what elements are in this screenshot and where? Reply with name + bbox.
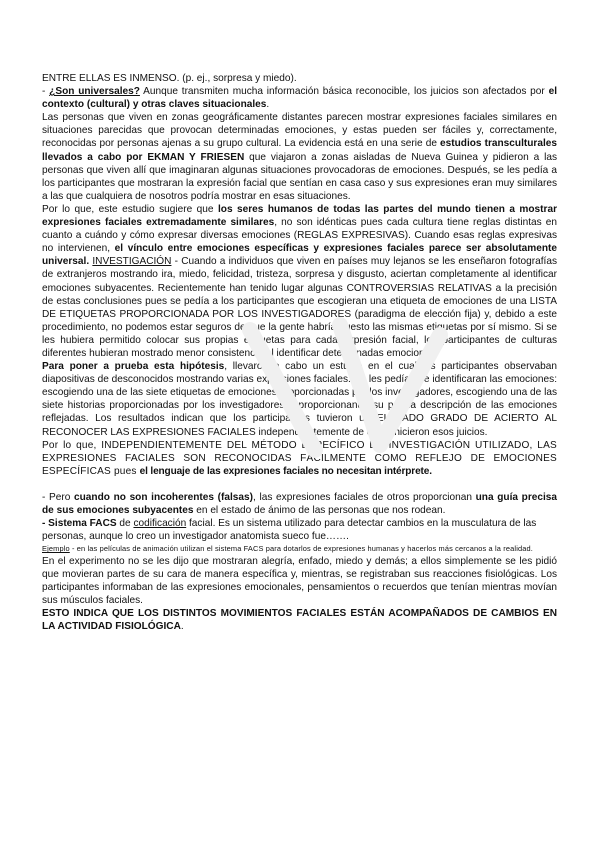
text-run: , las expresiones faciales de otros proporcionan: [253, 491, 476, 503]
text-run: , no son idénticas pues cada cultura tiene reglas distintas en cuanto a cuándo y cómo expresar diversas emociones (REGLAS EXPRESIVAS). Cuando esas reglas expresivas no intervienen,: [42, 217, 557, 255]
bold-run: cuando no son incoherentes (falsas): [74, 491, 254, 503]
paragraph-universales: [42, 85, 557, 111]
text-run: .: [266, 99, 270, 111]
text-run: -: [42, 86, 50, 98]
text-run: Las personas que viven en zonas geográficamente distantes parecen mostrar expresiones faciales similares en situaciones parecidas que provocan determinadas emociones, y estas pueden ser fáciles y, correctamente, reconocidas por personas ajenas a su grupo cultural. La evidencia está en una serie de: [42, 112, 557, 150]
paragraph-incoherent: [42, 491, 557, 517]
text-run: facial. Es un sistema utilizado para detectar cambios en la musculatura de las personas, aunque lo creo un investigador anatomista sueco fue…….: [42, 518, 537, 543]
paragraph-independent-method: [42, 439, 557, 478]
text-run: de: [116, 518, 134, 530]
bold-run: una guía precisa de sus emociones subyacentes: [42, 491, 558, 516]
bold-run: el lenguaje de las expresiones faciales no necesitan intérprete.: [139, 465, 432, 477]
underlined-run: codificación: [133, 518, 187, 530]
paragraph-facs: [42, 517, 557, 543]
bold-run: ESTO INDICA QUE LOS DISTINTOS MOVIMIENTOS FACIALES ESTÁN ACOMPAÑADOS DE CAMBIOS EN LA ACTIVIDAD FISIOLÓGICA: [42, 608, 557, 633]
bold-run: estudios transculturales llevados a cabo por EKMAN Y FRIESEN: [42, 138, 557, 163]
text-run: en el estado de ánimo de las personas que nos rodean.: [193, 505, 446, 516]
underlined-run: Ejemplo: [42, 544, 70, 554]
text-run: ENTRE ELLAS ES INMENSO. (p. ej., sorpresa y miedo).: [42, 73, 297, 84]
text-run: Por lo que, este estudio sugiere que: [42, 203, 218, 215]
bold-run: los seres humanos de todas las partes del mundo tienen a mostrar expresiones faciales extremadamente similares: [42, 203, 557, 229]
underlined-run: INVESTIGACIÓN: [92, 256, 172, 268]
paragraph-hypothesis: [42, 360, 557, 439]
text-run: que viajaron a zonas aisladas de Nueva Guinea y pidieron a las personas que viven allí que imaginaran algunas situaciones provocadoras de emociones. Después, se les pedía a los participantes que mostraran la expresión facial que sentían en casa caso y sus expresiones eran muy similares a las que cualquiera de nosotros podría mostrar en esas situaciones.: [42, 151, 557, 202]
spacer: [42, 478, 557, 491]
text-run: En el experimento no se les dijo que mostraran alegría, enfado, miedo y demás; a ellos simplemente se les pidió que movieran partes de su cara de manera específica y, mientras, se registraban sus reacciones fisiológicas. Los participantes informaban de las expresiones emocionales, pensamientos o recuerdos que tenían mientras movían sus músculos faciales.: [42, 555, 557, 607]
paragraph-final-conclusion: [42, 607, 557, 633]
document-page: [42, 72, 557, 633]
text-run: Aunque transmiten mucha información básica reconocible, los juicios son afectados por: [139, 86, 549, 98]
text-run: .: [180, 621, 184, 633]
bold-run: el vínculo entre emociones específicas y expresiones faciales parece ser absolutamente universal.: [42, 243, 558, 268]
bold-run: Para poner a prueba esta hipótesis: [42, 361, 225, 373]
paragraph-example: [42, 543, 557, 555]
text-run: - Pero: [42, 491, 75, 503]
paragraph-experiment: [42, 555, 557, 607]
bold-run: - Sistema FACS: [42, 518, 117, 530]
heading-son-universales: ¿Son universales?: [49, 86, 140, 98]
bold-run: el contexto (cultural) y otras claves situacionales: [42, 86, 557, 111]
text-run: , llevaron a cabo un estudio en el cual los participantes observaban diapositivas de desconocidos mostrando varias expresiones faciales. Se les pedía que identificaran las emociones: escogiendo una de las siete etiquetas de emociones proporcionadas por los investigadores, escogiendo una de las siete historias proporcionadas por los investigadores o proporcionando su propia descripción de las emociones reflejadas. Los resultados indican que los participantes tuvieron un ELEVADO GRADO DE ACIERTO AL RECONOCER LAS EXPRESIONES FACIALES independientemente de cómo hicieron esos juicios.: [42, 361, 557, 438]
text-run: - Cuando a individuos que viven en países muy lejanos se les enseñaron fotografías de extranjeros mostrando ira, miedo, felicidad, tristeza, sorpresa y disgusto, aciertan completamente al identificar emociones subyacentes. Recientemente han tenido lugar algunas CONTROVERSIAS RELATIVAS a la precisión de estas conclusiones pues se pedía a los participantes que escogieran una etiqueta de emociones de una LISTA DE ETIQUETAS PROPORCIONADA POR LOS INVESTIGADORES (paradigma de elección fija) y, debido a este procedimiento, no podemos estar seguros de que la gente habría puesto las mismas etiquetas por sí mismo. Si se les hubiera permitido colocar sus propias etiquetas para cada expresión facial, los participantes de culturas diferentes hubieran mostrado menor consistencia al identificar determinadas emociones.: [42, 256, 557, 359]
paragraph-study-conclusion: [42, 203, 557, 360]
text-run: - en las películas de animación utilizan el sistema FACS para dotarlos de expresiones humanas y hacerlos más cercanos a la realidad.: [69, 544, 533, 554]
text-run: Por lo que, INDEPENDIENTEMENTE DEL MÉTODO ESPECÍFICO DE INVESTIGACIÓN UTILIZADO, LAS EXPRESIONES FACIALES SON RECONOCIDAS FÁCILMENTE COMO REFLEJO DE EMOCIONES ESPECÍFICAS pues: [42, 439, 557, 477]
paragraph-transcultural: [42, 111, 557, 203]
paragraph-intro: [42, 72, 557, 85]
